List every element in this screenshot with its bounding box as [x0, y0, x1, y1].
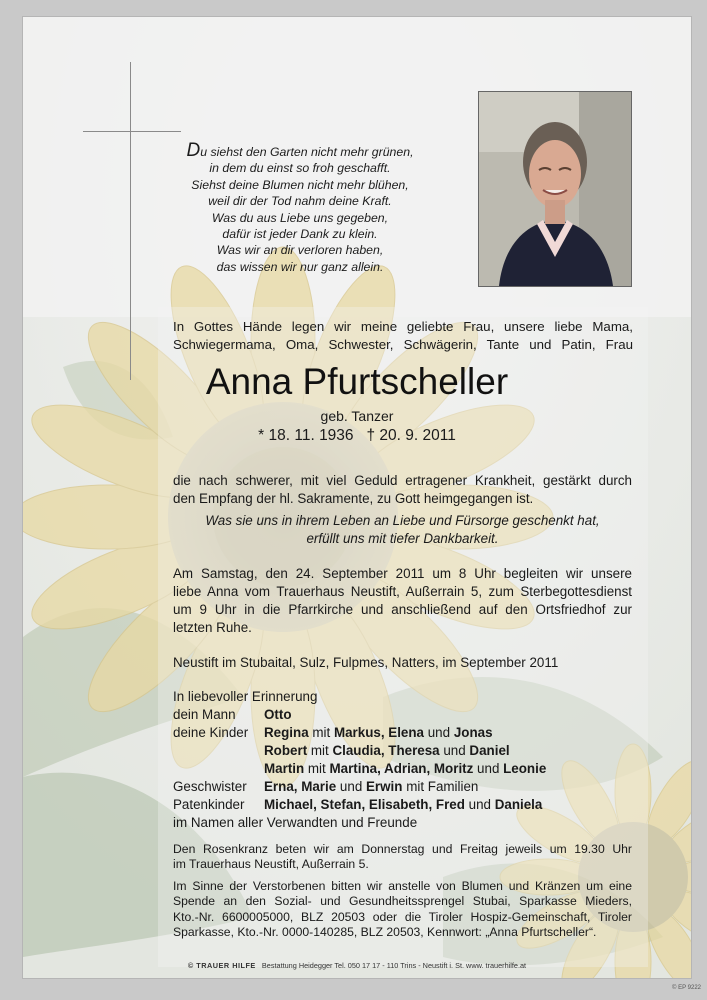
illness-line-2: den Empfang der hl. Sakramente, zu Gott heimgegangen ist.	[173, 491, 534, 506]
rosary-line-2: im Trauerhaus Neustift, Außerrain 5.	[173, 857, 369, 872]
poem-line-8: das wissen wir nur ganz allein.	[216, 259, 384, 274]
intro-line-2: Schwiegermama, Oma, Schwester, Schwägerin, Tante und Patin, Frau	[173, 337, 633, 352]
family-row-husband	[173, 706, 633, 724]
poem	[166, 140, 434, 275]
child-1-family: Markus, Elena	[333, 725, 425, 740]
funeral-text	[173, 565, 632, 637]
husband-label: dein Mann	[173, 707, 236, 722]
poem-line-7: Was wir an dir verloren haben,	[216, 243, 384, 258]
donation-text	[173, 879, 632, 940]
child-3-mit: mit	[304, 761, 330, 776]
siblings-und: und	[336, 779, 366, 794]
place-date: Neustift im Stubaital, Sulz, Fulpmes, Natters, im September 2011	[173, 655, 559, 670]
child-3-family: Martina, Adrian, Moritz	[329, 761, 474, 776]
portrait-photo	[478, 91, 632, 287]
family-list	[173, 688, 633, 832]
donation-line-4: Sparkasse, Kto.-Nr. 0000-140285, BLZ 20503, Kennwort: „Anna Pfurtscheller“.	[173, 924, 597, 939]
family-heading: In liebevoller Erinnerung	[173, 689, 318, 704]
child-2-mit: mit	[307, 743, 333, 758]
portrait-image	[479, 92, 631, 286]
godchildren-label: Patenkinder	[173, 797, 245, 812]
family-row-godchildren	[173, 796, 633, 814]
child-1-mit: mit	[308, 725, 334, 740]
child-3-und: und	[473, 761, 504, 776]
siblings-rest: mit Familien	[402, 779, 479, 794]
intro-text	[173, 318, 633, 354]
child-1: Regina	[264, 725, 309, 740]
child-3-last: Leonie	[503, 761, 547, 776]
poem-line-6: dafür ist jeder Dank zu klein.	[222, 227, 378, 242]
poem-line-1	[166, 140, 434, 161]
donation-line-2: Spende an den Sozial- und Gesundheitssprengel Stubai, Sparkasse Mieders,	[173, 894, 632, 909]
footer-text: Bestattung Heidegger Tel. 050 17 17 - 110 Trins - Neustift i. St. www. trauerhilfe.at	[261, 961, 527, 970]
intro-line-1: In Gottes Hände legen wir meine geliebte Frau, unsere liebe Mama,	[173, 319, 633, 334]
quote-line-1: Was sie uns in ihrem Leben an Liebe und Fürsorge geschenkt hat,	[205, 513, 600, 528]
family-row-child-3	[173, 760, 633, 778]
funeral-line-1: Am Samstag, den 24. September 2011 um 8 Uhr begleiten wir unsere	[173, 566, 632, 581]
poem-line-5: Was du aus Liebe uns gegeben,	[211, 210, 389, 225]
child-1-last: Jonas	[453, 725, 493, 740]
godchildren-a: Michael, Stefan, Elisabeth, Fred	[264, 797, 465, 812]
deceased-name: Anna Pfurtscheller	[205, 361, 509, 402]
ep-code: © EP 9222	[672, 985, 701, 991]
poem-line-3: Siehst deine Blumen nicht mehr blühen,	[191, 177, 409, 192]
funeral-line-2: liebe Anna vom Trauerhaus Neustift, Außerrain 5, zum Sterbegottesdienst	[173, 584, 632, 599]
rosary-line-1: Den Rosenkranz beten wir am Donnerstag und Freitag jeweils um 19.30 Uhr	[173, 842, 632, 856]
child-2-und: und	[439, 743, 470, 758]
quote-line-2: erfüllt uns mit tiefer Dankbarkeit.	[306, 531, 499, 546]
children-label: deine Kinder	[173, 725, 249, 740]
child-2-family: Claudia, Theresa	[332, 743, 440, 758]
child-1-und: und	[424, 725, 454, 740]
rosary-text	[173, 842, 632, 873]
illness-text	[173, 472, 632, 508]
obituary-sheet	[22, 16, 692, 979]
life-dates: * 18. 11. 1936 † 20. 9. 2011	[258, 427, 456, 444]
funeral-line-3: um 9 Uhr in die Pfarrkirche und anschließend auf den Ortsfriedhof zur	[173, 602, 632, 617]
godchildren-b: Daniela	[494, 797, 543, 812]
cross-horizontal	[83, 131, 181, 132]
siblings-b: Erwin	[366, 779, 403, 794]
footer	[23, 961, 691, 970]
trauerhilfe-logo: © TRAUER HILFE	[187, 961, 256, 970]
donation-line-3: Kto.-Nr. 6600005000, BLZ 20503 oder die Tiroler Hospiz-Gemeinschaft, Tiroler	[173, 909, 632, 924]
illness-line-1: die nach schwerer, mit viel Geduld ertragener Krankheit, gestärkt durch	[173, 473, 632, 488]
cross-vertical	[130, 62, 131, 380]
gratitude-quote	[173, 512, 632, 548]
husband-name: Otto	[264, 707, 292, 722]
relatives-line: im Namen aller Verwandten und Freunde	[173, 815, 418, 830]
family-row-child-2	[173, 742, 633, 760]
godchildren-und: und	[464, 797, 495, 812]
child-2: Robert	[264, 743, 308, 758]
donation-line-1: Im Sinne der Verstorbenen bitten wir anstelle von Blumen und Kränzen um eine	[173, 879, 632, 893]
poem-initial: D	[186, 140, 201, 161]
poem-line-2: in dem du einst so froh geschafft.	[209, 161, 391, 176]
poem-line-1-text: u siehst den Garten nicht mehr grünen,	[200, 145, 414, 159]
siblings-a: Erna, Marie	[264, 779, 337, 794]
family-row-children	[173, 724, 633, 742]
poem-line-4: weil dir der Tod nahm deine Kraft.	[208, 194, 392, 209]
child-2-last: Daniel	[469, 743, 510, 758]
siblings-label: Geschwister	[173, 779, 247, 794]
child-3: Martin	[264, 761, 305, 776]
birth-name: geb. Tanzer	[320, 408, 394, 424]
family-row-siblings	[173, 778, 633, 796]
funeral-line-4: letzten Ruhe.	[173, 620, 252, 635]
